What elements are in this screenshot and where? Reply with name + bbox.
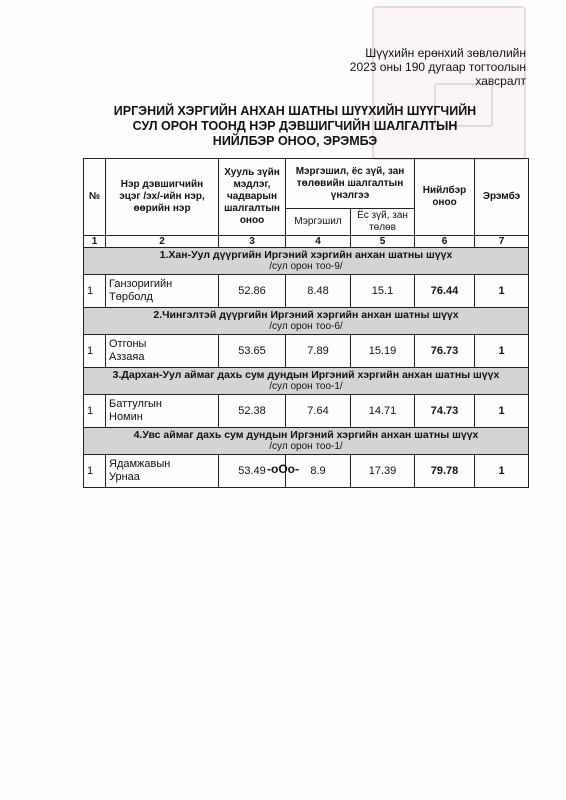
header-name: Нэр дэвшигчийн эцэг /эх/-ийн нэр, өөрийн нэр xyxy=(106,159,219,236)
prof-score: 8.48 xyxy=(286,275,351,308)
header-prof-group: Мэргэшил, ёс зүй, зан төлөвийн шалгалтын үнэлгээ xyxy=(286,159,415,209)
prof-score: 7.64 xyxy=(286,395,351,428)
annex-note xyxy=(296,46,526,88)
row-number: 1 xyxy=(84,395,106,428)
title-line-1: ИРГЭНИЙ ХЭРГИЙН АНХАН ШАТНЫ ШҮҮХИЙН ШҮҮГЧИЙН xyxy=(113,104,477,118)
law-score: 53.65 xyxy=(219,335,286,368)
rank: 1 xyxy=(475,455,529,488)
candidate-patronymic: Ядамжавын xyxy=(109,458,171,470)
rank: 1 xyxy=(475,395,529,428)
ethics-score: 17.39 xyxy=(351,455,415,488)
total-score: 79.78 xyxy=(415,455,475,488)
header-rank: Эрэмбэ xyxy=(475,159,529,236)
section-title: 2.Чингэлтэй дүүргийн Иргэний хэргийн анхан шатны шүүх xyxy=(153,309,459,321)
header-total: Нийлбэр оноо xyxy=(415,159,475,236)
column-index: 3 xyxy=(219,236,286,248)
total-score: 76.44 xyxy=(415,275,475,308)
candidate-given-name: Аззаяа xyxy=(109,351,145,363)
section-row xyxy=(84,368,529,395)
title-line-2: СУЛ ОРОН ТООНД НЭР ДЭВШИГЧИЙН ШАЛГАЛТЫН xyxy=(132,119,458,133)
header-prof: Мэргэшил xyxy=(286,209,351,236)
section-title: 3.Дархан-Уул аймаг дахь сум дундын Иргэний хэргийн анхан шатны шүүх xyxy=(112,369,500,381)
document-title xyxy=(100,104,490,149)
ethics-score: 14.71 xyxy=(351,395,415,428)
ethics-score: 15.1 xyxy=(351,275,415,308)
annex-note-line-3: хавсралт xyxy=(475,74,526,88)
candidate-given-name: Төрболд xyxy=(109,291,153,303)
row-number: 1 xyxy=(84,275,106,308)
rank: 1 xyxy=(475,275,529,308)
section-title: 4.Увс аймаг дахь сум дундын Иргэний хэргийн анхан шатны шүүх xyxy=(133,429,479,441)
section-title: 1.Хан-Уул дүүргийн Иргэний хэргийн анхан шатны шүүх xyxy=(159,249,453,261)
column-index: 4 xyxy=(286,236,351,248)
column-index: 6 xyxy=(415,236,475,248)
candidate-given-name: Урнаа xyxy=(109,471,140,483)
end-mark: -oOo- xyxy=(267,462,299,476)
section-vacancy: /сул орон тоо-1/ xyxy=(269,381,343,392)
results-table xyxy=(83,158,529,488)
section-row xyxy=(84,248,529,275)
ethics-score: 15.19 xyxy=(351,335,415,368)
table-row xyxy=(84,275,529,308)
total-score: 76.73 xyxy=(415,335,475,368)
row-number: 1 xyxy=(84,335,106,368)
law-score: 52.86 xyxy=(219,275,286,308)
total-score: 74.73 xyxy=(415,395,475,428)
candidate-name xyxy=(106,395,219,428)
header-ethics: Ёс зүй, зан төлөв xyxy=(351,209,415,236)
law-score: 52.38 xyxy=(219,395,286,428)
annex-note-line-1: Шүүхийн ерөнхий зөвлөлийн xyxy=(365,46,526,60)
candidate-patronymic: Баттулгын xyxy=(109,398,162,410)
section-vacancy: /сул орон тоо-6/ xyxy=(269,321,343,332)
candidate-given-name: Номин xyxy=(109,411,143,423)
row-number: 1 xyxy=(84,455,106,488)
section-row xyxy=(84,308,529,335)
column-index: 5 xyxy=(351,236,415,248)
table-row xyxy=(84,395,529,428)
column-index: 2 xyxy=(106,236,219,248)
candidate-name xyxy=(106,275,219,308)
header-law-score: Хууль зүйн мэдлэг, чадварын шалгалтын оноо xyxy=(219,159,286,236)
section-vacancy: /сул орон тоо-1/ xyxy=(269,441,343,452)
prof-score: 8.9 xyxy=(286,455,351,488)
section-vacancy: /сул орон тоо-9/ xyxy=(269,261,343,272)
candidate-patronymic: Отгоны xyxy=(109,338,147,350)
header-no: № xyxy=(84,159,106,236)
prof-score: 7.89 xyxy=(286,335,351,368)
annex-note-line-2: 2023 оны 190 дугаар тогтоолын xyxy=(349,60,526,74)
table-row xyxy=(84,335,529,368)
column-index: 1 xyxy=(84,236,106,248)
candidate-name xyxy=(106,335,219,368)
section-row xyxy=(84,428,529,455)
law-score: 53.49 xyxy=(219,455,286,488)
title-line-3: НИЙЛБЭР ОНОО, ЭРЭМБЭ xyxy=(212,134,378,148)
candidate-patronymic: Ганзоригийн xyxy=(109,278,173,290)
rank: 1 xyxy=(475,335,529,368)
column-index-row xyxy=(84,236,529,248)
column-index: 7 xyxy=(475,236,529,248)
